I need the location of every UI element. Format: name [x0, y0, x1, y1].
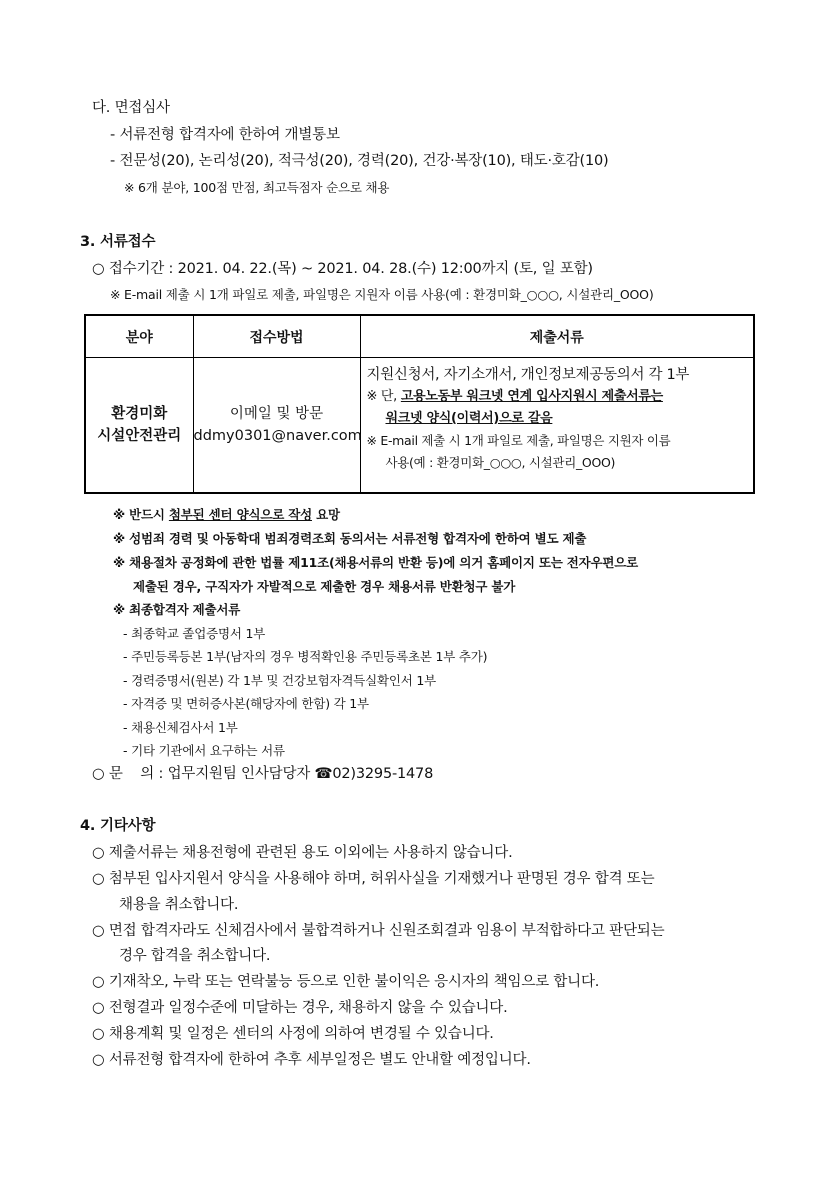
header-method: 접수방법	[193, 315, 360, 358]
interview-title: 다. 면접심사	[92, 100, 170, 116]
documents-line-1: 지원신청서, 자기소개서, 개인정보제공동의서 각 1부	[366, 367, 690, 383]
documents-line-2-bold: 고용노동부 워크넷 연계 입사지원시 제출서류는	[400, 389, 663, 404]
note-1	[113, 505, 340, 525]
documents-line-2	[367, 386, 754, 408]
note-3a: ※ 채용절차 공정화에 관한 법률 제11조(채용서류의 반환 등)에 의거 홈페이지 또는 전자우편으로	[113, 555, 639, 570]
etc-item-cont: 경우 합격을 취소합니다.	[119, 948, 271, 964]
interview-line-1: - 서류전형 합격자에 한하여 개별통보	[110, 127, 340, 143]
final-doc-item: - 채용신체검사서 1부	[123, 720, 238, 735]
etc-item: ○ 첨부된 입사지원서 양식을 사용해야 하며, 허위사실을 기재했거나 판명된 경우 합격 또는	[92, 871, 655, 887]
note-3b: 제출된 경우, 구직자가 자발적으로 제출한 경우 채용서류 반환청구 불가	[133, 579, 516, 594]
header-field: 분야	[85, 315, 193, 358]
etc-item: ○ 전형결과 일정수준에 미달하는 경우, 채용하지 않을 수 있습니다.	[92, 1000, 508, 1016]
interview-note: ※ 6개 분야, 100점 만점, 최고득점자 순으로 채용	[124, 180, 390, 195]
documents-line-5: 사용(예 : 환경미화_○○○, 시설관리_OOO)	[385, 455, 616, 470]
method-text: 이메일 및 방문	[229, 406, 324, 422]
final-doc-item: - 최종학교 졸업증명서 1부	[123, 626, 266, 641]
field-name-2: 시설안전관리	[97, 428, 182, 444]
reception-title: 3. 서류접수	[80, 234, 156, 250]
table-header-row	[85, 315, 754, 358]
etc-title: 4. 기타사항	[80, 818, 156, 834]
final-doc-item: - 자격증 및 면허증사본(해당자에 한함) 각 1부	[123, 696, 369, 711]
note-4: ※ 최종합격자 제출서류	[113, 602, 241, 617]
interview-line-2: - 전문성(20), 논리성(20), 적극성(20), 경력(20), 건강·복장(10), 태도·호감(10)	[110, 153, 609, 169]
method-cell	[193, 358, 360, 494]
note-1-suffix: 요망	[311, 507, 340, 522]
note-1-underline: 첨부된 센터 양식으로 작성	[168, 507, 312, 522]
field-name-1: 환경미화	[111, 406, 168, 422]
documents-line-3: 워크넷 양식(이력서)으로 갈음	[385, 411, 553, 426]
documents-line-4: ※ E-mail 제출 시 1개 파일로 제출, 파일명은 지원자 이름	[366, 433, 671, 448]
contact-line: ○ 문 의 : 업무지원팀 인사담당자 ☎02)3295-1478	[92, 766, 434, 782]
etc-item-cont: 채용을 취소합니다.	[119, 897, 239, 913]
etc-item: ○ 서류전형 합격자에 한하여 추후 세부일정은 별도 안내할 예정입니다.	[92, 1052, 531, 1068]
note-1-prefix: ※ 반드시	[113, 507, 169, 522]
etc-item: ○ 채용계획 및 일정은 센터의 사정에 의하여 변경될 수 있습니다.	[92, 1026, 494, 1042]
final-doc-item: - 경력증명서(원본) 각 1부 및 건강보험자격득실확인서 1부	[123, 673, 437, 688]
reception-period: ○ 접수기간 : 2021. 04. 22.(목) ~ 2021. 04. 28.(수) 12:00까지 (토, 일 포함)	[92, 261, 593, 277]
final-doc-item: - 주민등록등본 1부(남자의 경우 병적확인용 주민등록초본 1부 추가)	[123, 649, 488, 664]
etc-item: ○ 제출서류는 채용전형에 관련된 용도 이외에는 사용하지 않습니다.	[92, 845, 513, 861]
etc-item: ○ 기재착오, 누락 또는 연락불능 등으로 인한 불이익은 응시자의 책임으로 합니다.	[92, 974, 600, 990]
method-email: ddmy0301@naver.com	[193, 428, 362, 444]
note-2: ※ 성범죄 경력 및 아동학대 범죄경력조회 동의서는 서류전형 합격자에 한하여 별도 제출	[113, 531, 587, 546]
documents-cell	[360, 358, 754, 494]
reception-note: ※ E-mail 제출 시 1개 파일로 제출, 파일명은 지원자 이름 사용(예 : 환경미화_○○○, 시설관리_OOO)	[110, 287, 654, 302]
final-doc-item: - 기타 기관에서 요구하는 서류	[123, 743, 285, 758]
field-cell	[85, 358, 193, 494]
submission-table	[84, 314, 755, 494]
table-row	[85, 358, 754, 494]
etc-item: ○ 면접 합격자라도 신체검사에서 불합격하거나 신원조회결과 임용이 부적합하다고 판단되는	[92, 923, 665, 939]
header-documents: 제출서류	[360, 315, 754, 358]
documents-line-2-prefix: ※ 단,	[366, 389, 401, 404]
